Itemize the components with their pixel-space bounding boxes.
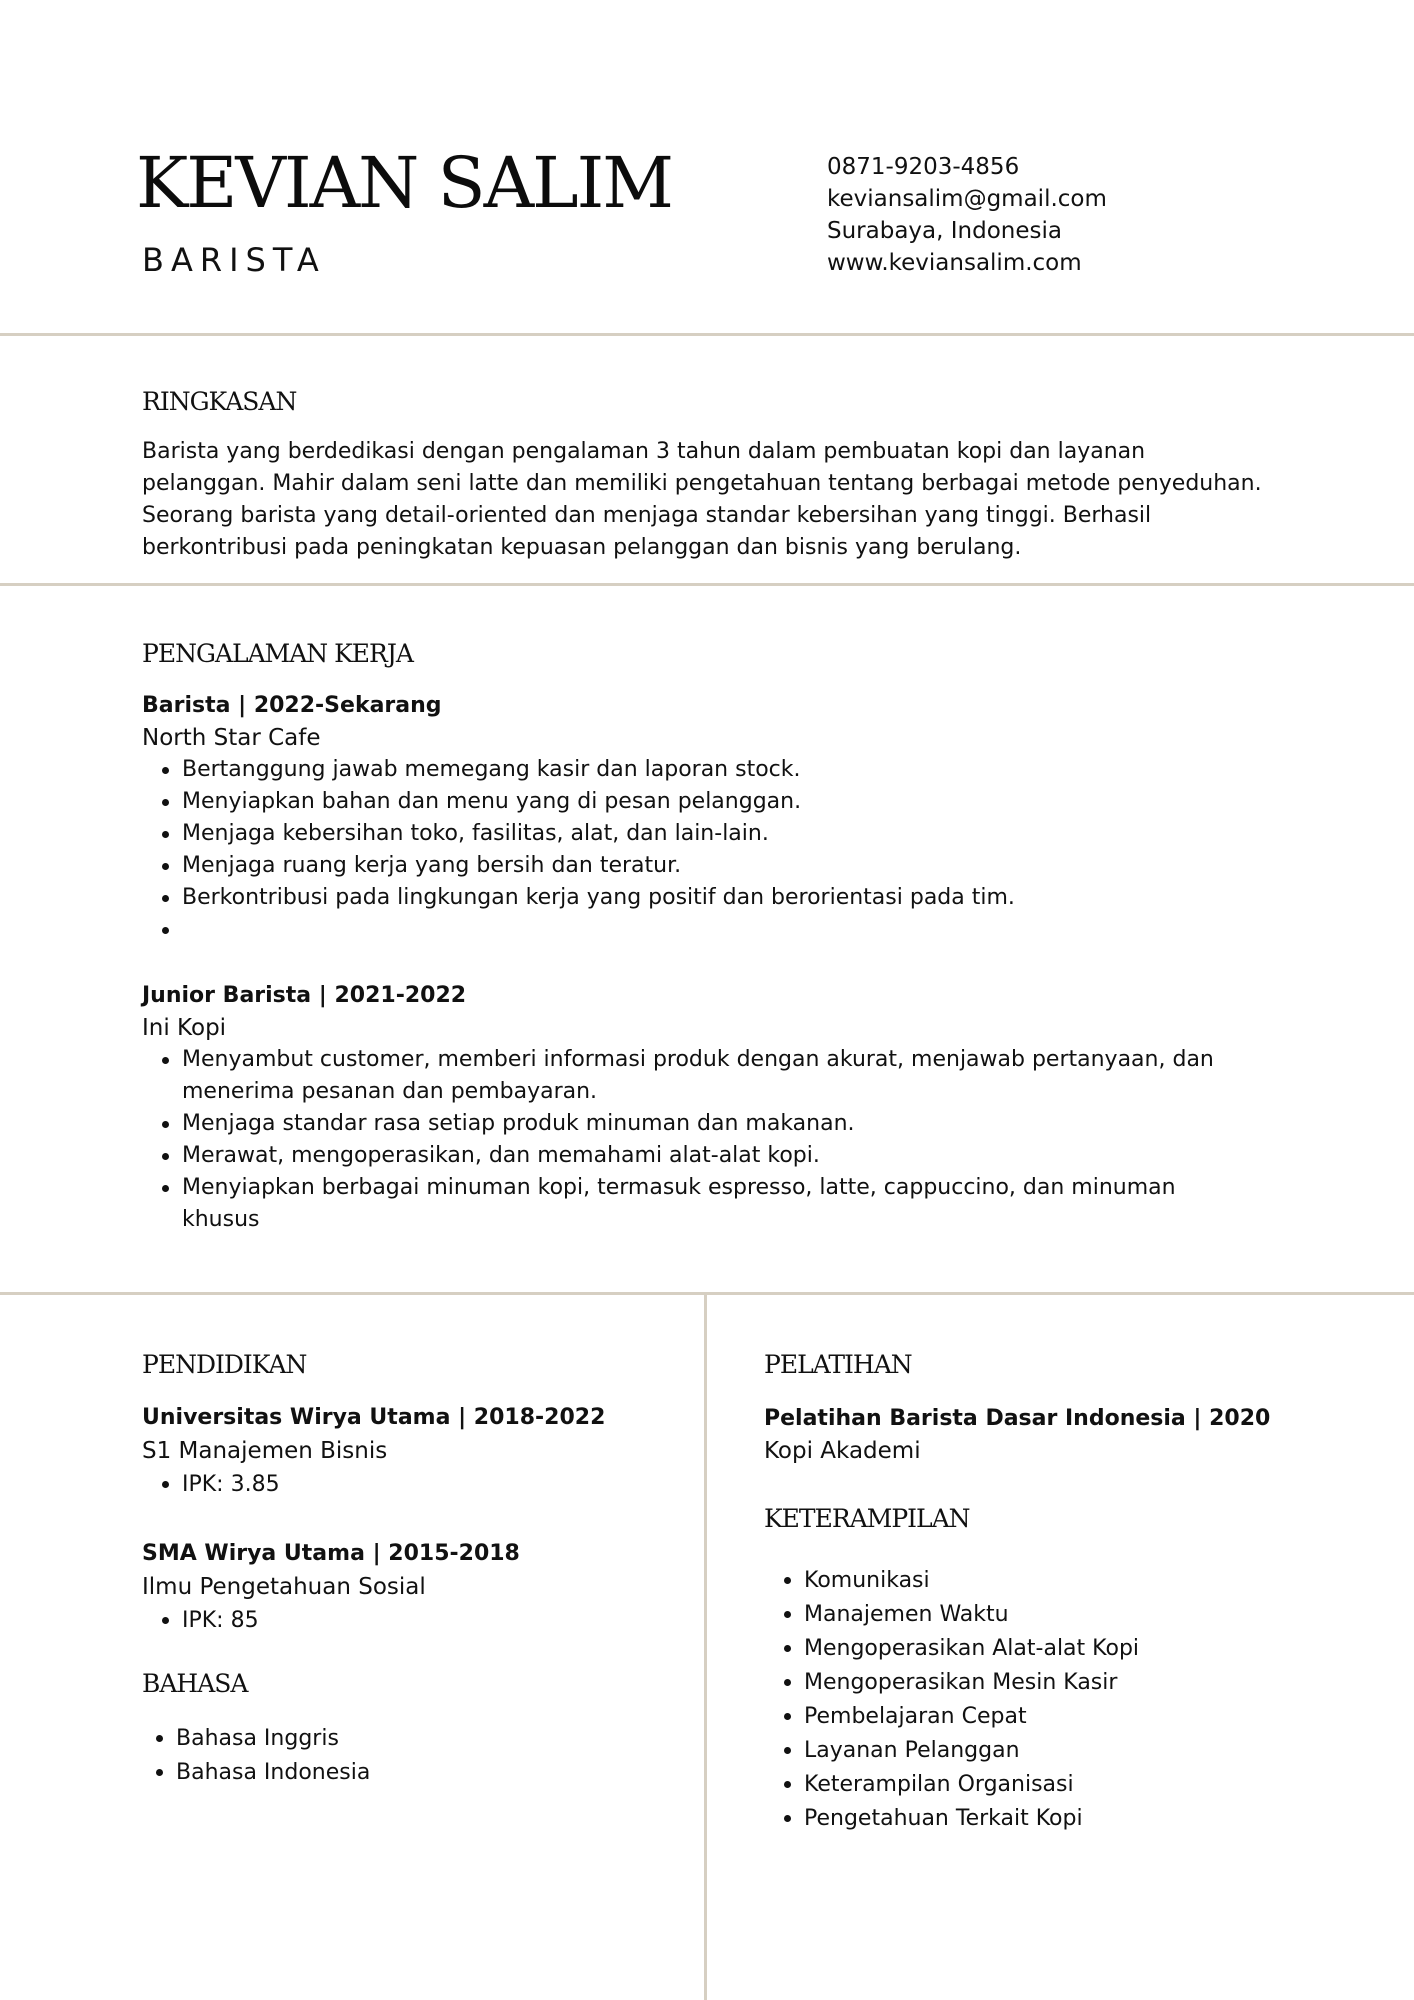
list-item: Pengetahuan Terkait Kopi (764, 1802, 1384, 1836)
list-item-continuation: menerima pesanan dan pembayaran. (182, 1079, 598, 1104)
summary-line: berkontribusi pada peningkatan kepuasan pelanggan dan bisnis yang berulang. (142, 535, 1022, 560)
summary-text (142, 436, 1262, 564)
training-title: Pelatihan Barista Dasar Indonesia | 2020 (764, 1406, 1271, 1431)
list-item: Menjaga standar rasa setiap produk minuman dan makanan. (142, 1108, 1292, 1140)
job-entry (142, 690, 1292, 946)
divider-experience (0, 1292, 1414, 1295)
list-item: Mengoperasikan Mesin Kasir (764, 1666, 1384, 1700)
list-item (142, 914, 1292, 946)
school-degree: Ilmu Pengetahuan Sosial (142, 1574, 426, 1600)
skills-heading: KETERAMPILAN (764, 1504, 970, 1533)
job-bullets (142, 754, 1292, 946)
list-item: Menyiapkan bahan dan menu yang di pesan pelanggan. (142, 786, 1292, 818)
candidate-name: KEVIAN SALIM (136, 142, 672, 224)
list-item: IPK: 3.85 (142, 1468, 682, 1502)
list-item: Berkontribusi pada lingkungan kerja yang positif dan berorientasi pada tim. (142, 882, 1292, 914)
training-heading: PELATIHAN (764, 1350, 912, 1379)
job-bullets (142, 1044, 1292, 1236)
candidate-role: BARISTA (142, 241, 326, 279)
list-item-continuation: khusus (182, 1207, 260, 1232)
list-item: Layanan Pelanggan (764, 1734, 1384, 1768)
education-heading: PENDIDIKAN (142, 1350, 307, 1379)
school-title: Universitas Wirya Utama | 2018-2022 (142, 1405, 606, 1430)
job-company: Ini Kopi (142, 1015, 227, 1041)
list-item: Manajemen Waktu (764, 1598, 1384, 1632)
languages-heading: BAHASA (142, 1669, 248, 1698)
contact-phone: 0871-9203-4856 (827, 154, 1020, 180)
school-bullets (142, 1604, 682, 1638)
list-item: Merawat, mengoperasikan, dan memahami alat-alat kopi. (142, 1140, 1292, 1172)
list-item: Menyambut customer, memberi informasi produk dengan akurat, menjawab pertanyaan, dan (142, 1044, 1292, 1076)
summary-line: Seorang barista yang detail-oriented dan menjaga standar kebersihan yang tinggi. Berhasil (142, 503, 1152, 528)
contact-location: Surabaya, Indonesia (827, 218, 1062, 244)
training-provider: Kopi Akademi (764, 1438, 921, 1464)
skills-list (764, 1564, 1384, 1836)
school-degree: S1 Manajemen Bisnis (142, 1438, 388, 1464)
list-item: Menjaga kebersihan toko, fasilitas, alat, dan lain-lain. (142, 818, 1292, 850)
education-entry (142, 1402, 682, 1502)
job-title: Barista | 2022-Sekarang (142, 693, 442, 718)
list-item: Menjaga ruang kerja yang bersih dan teratur. (142, 850, 1292, 882)
list-item: Menyiapkan berbagai minuman kopi, termasuk espresso, latte, cappuccino, dan minuman (142, 1172, 1292, 1204)
summary-heading: RINGKASAN (142, 387, 297, 416)
education-entry (142, 1538, 682, 1638)
training-entry (764, 1403, 1384, 1467)
list-item: IPK: 85 (142, 1604, 682, 1638)
job-company: North Star Cafe (142, 725, 321, 751)
divider-summary (0, 583, 1414, 586)
job-title: Junior Barista | 2021-2022 (142, 983, 467, 1008)
job-entry (142, 980, 1292, 1236)
list-item: Bahasa Inggris (136, 1722, 676, 1756)
list-item: Mengoperasikan Alat-alat Kopi (764, 1632, 1384, 1666)
contact-email[interactable]: keviansalim@gmail.com (827, 186, 1107, 212)
list-item: Keterampilan Organisasi (764, 1768, 1384, 1802)
contact-block (827, 151, 1107, 279)
summary-line: pelanggan. Mahir dalam seni latte dan memiliki pengetahuan tentang berbagai metode penyeduhan. (142, 471, 1262, 496)
list-item: Pembelajaran Cepat (764, 1700, 1384, 1734)
summary-line: Barista yang berdedikasi dengan pengalaman 3 tahun dalam pembuatan kopi dan layanan (142, 439, 1146, 464)
divider-header (0, 333, 1414, 336)
list-item: Bahasa Indonesia (136, 1756, 676, 1790)
column-divider (704, 1293, 707, 2000)
list-item: Bertanggung jawab memegang kasir dan laporan stock. (142, 754, 1292, 786)
school-bullets (142, 1468, 682, 1502)
languages-list (136, 1722, 676, 1790)
contact-website[interactable]: www.keviansalim.com (827, 250, 1082, 276)
school-title: SMA Wirya Utama | 2015-2018 (142, 1541, 520, 1566)
list-item: Komunikasi (764, 1564, 1384, 1598)
experience-heading: PENGALAMAN KERJA (142, 639, 413, 668)
